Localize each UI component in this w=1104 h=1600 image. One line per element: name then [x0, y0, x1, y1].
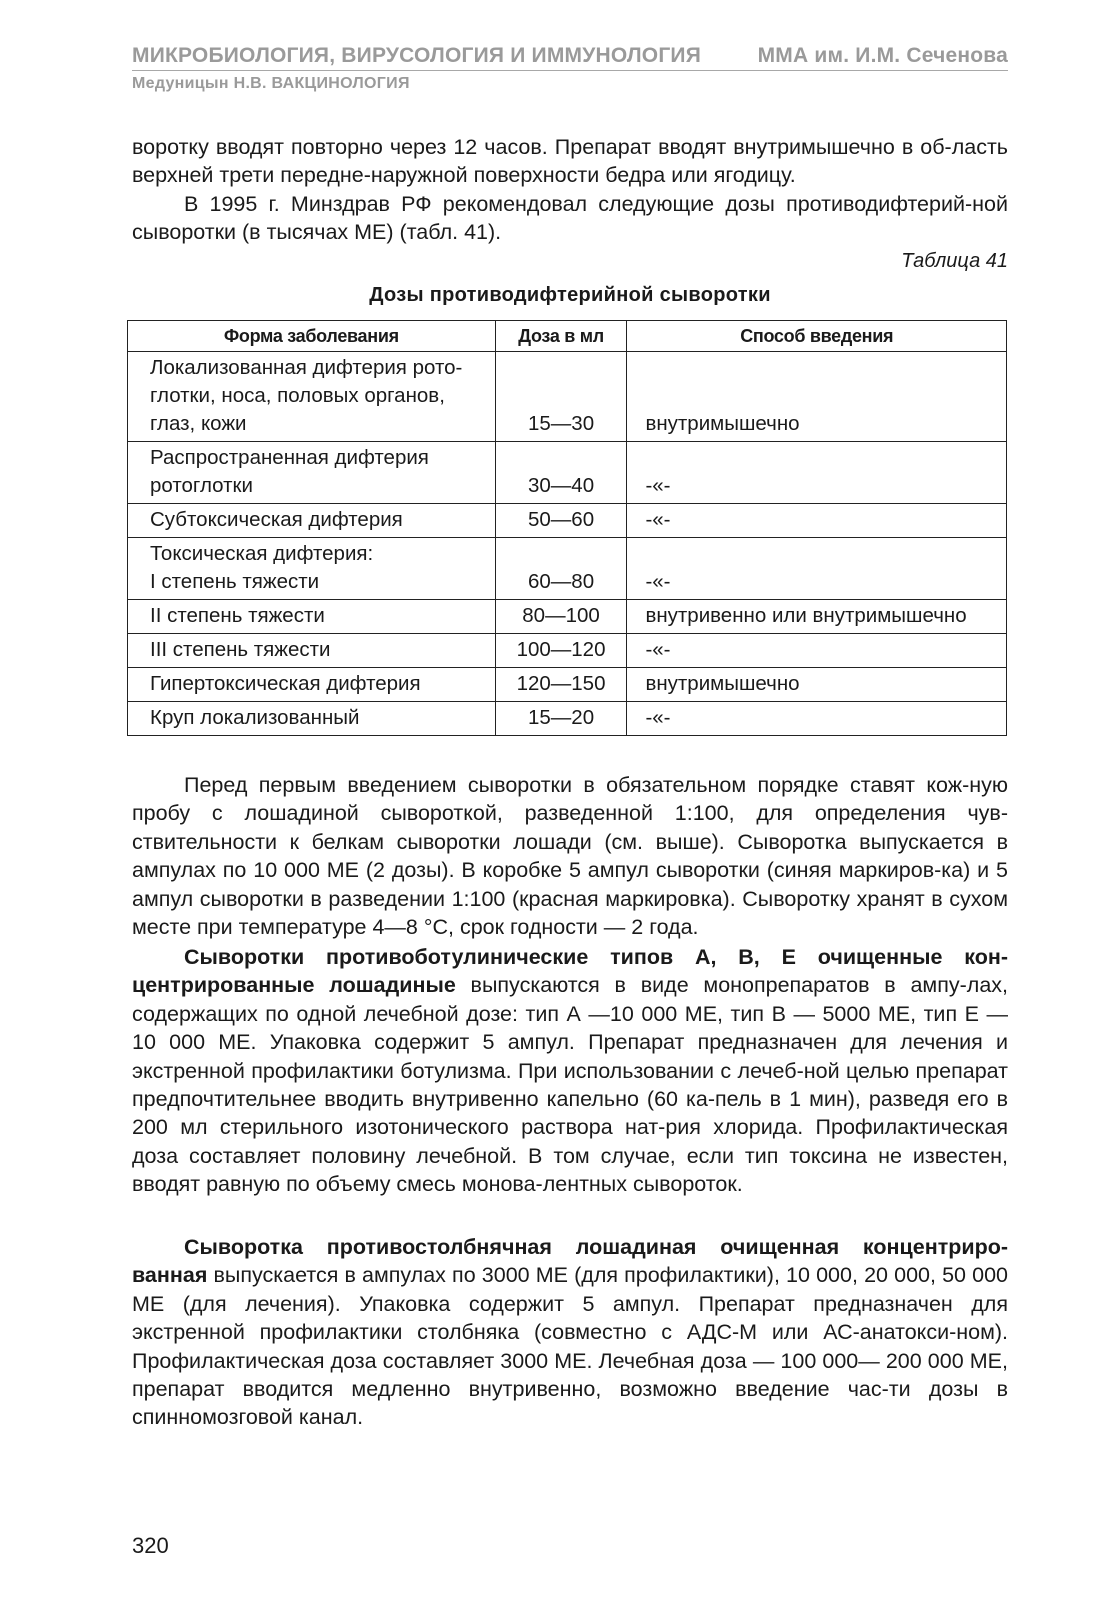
cell-form: Субтоксическая дифтерия [128, 504, 496, 538]
table-title: Дозы противодифтерийной сыворотки [369, 284, 771, 306]
cell-dose: 15—20 [495, 702, 627, 736]
paragraph-botulinum-lead: Сыворотки противоботулинические типов А, В, Е очищенные кон-центрированные лошадиные [132, 945, 1008, 998]
cell-form: Токсическая дифтерия: I степень тяжести [128, 538, 496, 600]
cell-route: -«- [627, 442, 1007, 504]
table-row [128, 352, 1007, 442]
cell-form: III степень тяжести [128, 634, 496, 668]
cell-form: Гипертоксическая дифтерия [128, 668, 496, 702]
header-line [132, 44, 1008, 71]
cell-route: -«- [627, 634, 1007, 668]
cell-route: -«- [627, 538, 1007, 600]
table-row [128, 504, 1007, 538]
paragraph-botulinum [132, 943, 1008, 1199]
page-number: 320 [132, 1533, 169, 1558]
cell-route: внутривенно или внутримышечно [627, 600, 1007, 634]
table-row [128, 538, 1007, 600]
table-row [128, 702, 1007, 736]
cell-dose: 80—100 [495, 600, 627, 634]
cell-dose: 120—150 [495, 668, 627, 702]
paragraph-botulinum-body: выпускаются в виде монопрепаратов в ампу-лах, содержащих по одной лечебной дозе: тип А —10 000 МЕ, тип В — 5000 МЕ, тип Е — 10 000 МЕ. Упаковка содержит 5 ампул. Препарат предназначен для лечения и экстренной профилактики ботулизма. При использовании с лечеб-ной целью препарат предпочтительнее вводить внутривенно капельно (60 ка-пель в 1 мин), разведя его в 200 мл стерильного изотонического раствора нат-рия хлорида. Профилактическая доза составляет половину лечебной. В том случае, если тип токсина не известен, вводят равную по объему смесь монова-лентных сывороток. [132, 973, 1008, 1197]
cell-dose: 60—80 [495, 538, 627, 600]
header-route: Способ введения [627, 321, 1007, 352]
table-row [128, 442, 1007, 504]
running-header [132, 44, 1008, 93]
table-row [128, 634, 1007, 668]
table-header-row [128, 321, 1007, 352]
paragraph-tetanus-lead: Сыворотка противостолбнячная лошадиная очищенная концентриро-ванная [132, 1235, 1008, 1288]
table-row [128, 600, 1007, 634]
cell-route: внутримышечно [627, 668, 1007, 702]
paragraph-table-intro: В 1995 г. Минздрав РФ рекомендовал следующие дозы противодифтерий-ной сыворотки (в тысячах МЕ) (табл. 41). [132, 192, 1008, 245]
doses-table [127, 320, 1007, 736]
header-institution: ММА им. И.М. Сеченова [757, 44, 1008, 67]
header-subtitle: Медуницын Н.В. ВАКЦИНОЛОГИЯ [132, 75, 410, 92]
cell-dose: 30—40 [495, 442, 627, 504]
cell-dose: 100—120 [495, 634, 627, 668]
cell-route: внутримышечно [627, 352, 1007, 442]
header-book-title: МИКРОБИОЛОГИЯ, ВИРУСОЛОГИЯ И ИММУНОЛОГИЯ [132, 44, 702, 67]
paragraph-tetanus [132, 1233, 1008, 1432]
header-form: Форма заболевания [128, 321, 496, 352]
cell-form: Распространенная дифтерия ротоглотки [128, 442, 496, 504]
paragraph-continuation: воротку вводят повторно через 12 часов. Препарат вводят внутримышечно в об-ласть верхней трети передне-наружной поверхности бедра или ягодицу. [132, 135, 1008, 188]
table-row [128, 668, 1007, 702]
cell-form: Локализованная дифтерия рото-глотки, носа, половых органов, глаз, кожи [128, 352, 496, 442]
cell-form: II степень тяжести [128, 600, 496, 634]
cell-route: -«- [627, 702, 1007, 736]
cell-dose: 15—30 [495, 352, 627, 442]
cell-dose: 50—60 [495, 504, 627, 538]
cell-form: Круп локализованный [128, 702, 496, 736]
cell-route: -«- [627, 504, 1007, 538]
paragraph-skin-test: Перед первым введением сыворотки в обязательном порядке ставят кож-ную пробу с лошадиной сывороткой, разведенной 1:100, для определения чув-ствительности к белкам сыворотки лошади (см. выше). Сыворотка выпускается в ампулах по 10 000 МЕ (2 дозы). В коробке 5 ампул сыворотки (синяя маркиров-ка) и 5 ампул сыворотки в разведении 1:100 (красная маркировка). Сыворотку хранят в сухом месте при температуре 4—8 °С, срок годности — 2 года. [132, 773, 1008, 940]
table-number: Таблица 41 [901, 250, 1008, 272]
paragraph-tetanus-body: выпускается в ампулах по 3000 МЕ (для профилактики), 10 000, 20 000, 50 000 МЕ (для лечения). Упаковка содержит 5 ампул. Препарат предназначен для экстренной профилактики столбняка (совместно с АДС-М или АС-анатокси-ном). Профилактическая доза составляет 3000 МЕ. Лечебная доза — 100 000— 200 000 МЕ, препарат вводится медленно внутривенно, возможно введение час-ти дозы в спинномозговой канал. [132, 1263, 1008, 1430]
header-dose: Доза в мл [495, 321, 627, 352]
